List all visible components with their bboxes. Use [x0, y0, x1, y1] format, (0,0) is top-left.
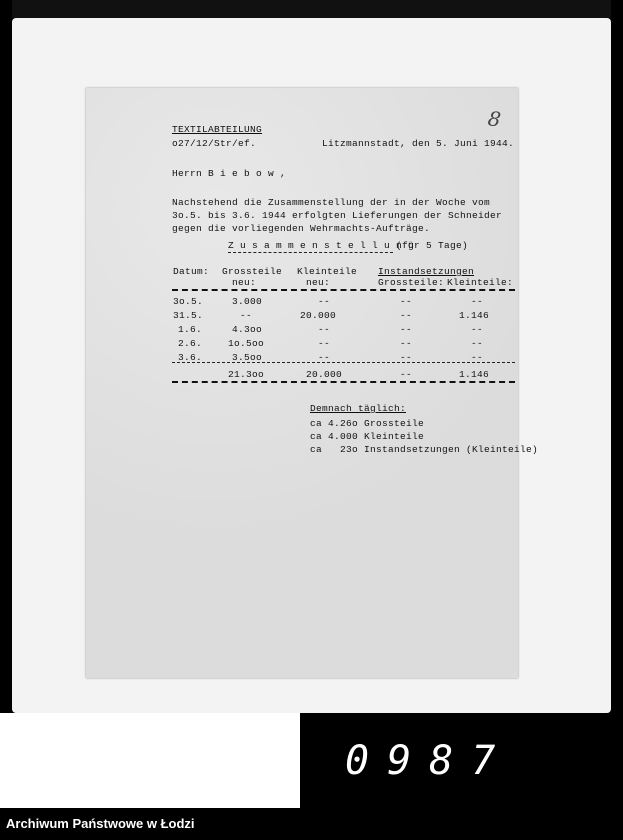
row-5-inst-gross: -- [400, 352, 413, 363]
title-underline [228, 252, 393, 253]
film-strip-blank [0, 713, 300, 808]
row-3-gross: 4.3oo [232, 324, 263, 335]
daily-line-3: ca 23o Instandsetzungen (Kleinteile) [310, 444, 539, 455]
row-4-datum: 2.6. [178, 338, 203, 349]
row-1-inst-klein: -- [471, 296, 484, 307]
row-2-inst-gross: -- [400, 310, 413, 321]
total-inst-gross: -- [400, 369, 413, 380]
row-3-datum: 1.6. [178, 324, 203, 335]
salutation: Herrn B i e b o w , [172, 168, 287, 179]
row-2-datum: 31.5. [173, 310, 204, 321]
department-heading: TEXTILABTEILUNG [172, 124, 263, 135]
daily-line-2: ca 4.000 Kleinteile [310, 431, 425, 442]
film-counter: 0987 [345, 738, 514, 784]
table-title-note: (für 5 Tage) [396, 240, 469, 251]
right-border [611, 0, 623, 712]
column-instandsetzungen: Instandsetzungen [378, 266, 475, 277]
row-2-gross: -- [240, 310, 253, 321]
column-datum: Datum: [173, 266, 210, 277]
total-gross: 21.3oo [228, 369, 265, 380]
table-title: Z u s a m m e n s t e l l u n g [228, 240, 415, 251]
row-2-klein: 20.000 [300, 310, 337, 321]
row-5-inst-klein: -- [471, 352, 484, 363]
bottom-double-rule [172, 381, 515, 383]
header-rule [172, 289, 515, 291]
column-inst-grossteile: Grossteile: [378, 277, 445, 288]
left-border [0, 0, 12, 712]
row-2-inst-klein: 1.146 [459, 310, 490, 321]
archive-label: Archiwum Państwowe w Łodzi [6, 816, 195, 831]
row-1-gross: 3.000 [232, 296, 263, 307]
body-line-3: gegen die vorliegenden Wehrmachts-Aufträge. [172, 223, 431, 234]
total-klein: 20.000 [306, 369, 343, 380]
body-line-1: Nachstehend die Zusammenstellung der in der Woche vom [172, 197, 491, 208]
daily-heading: Demnach täglich: [310, 403, 407, 414]
place-date: Litzmannstadt, den 5. Juni 1944. [322, 138, 515, 149]
row-4-inst-gross: -- [400, 338, 413, 349]
body-line-2: 3o.5. bis 3.6. 1944 erfolgten Lieferungen der Schneider [172, 210, 503, 221]
row-1-inst-gross: -- [400, 296, 413, 307]
daily-line-1: ca 4.26o Grossteile [310, 418, 425, 429]
row-3-klein: -- [318, 324, 331, 335]
document-sheet [86, 88, 518, 678]
totals-rule [172, 362, 515, 363]
row-4-klein: -- [318, 338, 331, 349]
row-5-klein: -- [318, 352, 331, 363]
row-5-datum: 3.6. [178, 352, 203, 363]
row-4-inst-klein: -- [471, 338, 484, 349]
page-number: 8 [486, 106, 503, 132]
row-3-inst-klein: -- [471, 324, 484, 335]
column-grossteile: Grossteile [222, 266, 283, 277]
total-inst-klein: 1.146 [459, 369, 490, 380]
row-3-inst-gross: -- [400, 324, 413, 335]
film-edge [0, 0, 623, 18]
row-4-gross: 1o.5oo [228, 338, 265, 349]
row-1-klein: -- [318, 296, 331, 307]
column-grossteile-sub: neu: [232, 277, 257, 288]
column-inst-kleinteile: Kleinteile: [447, 277, 514, 288]
column-kleinteile: Kleinteile [297, 266, 358, 277]
column-kleinteile-sub: neu: [306, 277, 331, 288]
row-1-datum: 3o.5. [173, 296, 204, 307]
reference-number: o27/12/Str/ef. [172, 138, 257, 149]
row-5-gross: 3.5oo [232, 352, 263, 363]
